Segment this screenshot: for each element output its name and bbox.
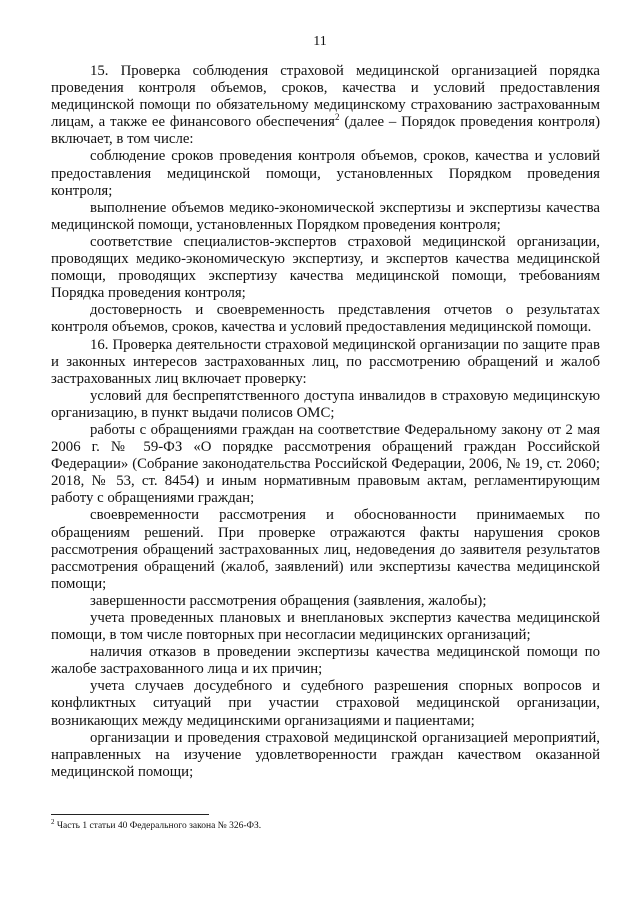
paragraph-15-text-continued: (далее – Порядок проведения контроля) включает, в том числе:	[51, 114, 600, 148]
paragraph-15-text: 15. Проверка соблюдения страховой медицинской организацией порядка проведения контроля объемов, сроков, качества и условий предоставления медицинской помощи по обязательному медицинскому страхованию застрахованным лицам, а также ее финансового обеспечения	[51, 63, 600, 131]
document-body	[51, 63, 600, 781]
paragraph-item: учета проведенных плановых и внеплановых экспертиз качества медицинской помощи, в том числе повторных при несогласии медицинских организаций;	[51, 610, 600, 644]
footnote-reference: 2	[335, 112, 340, 123]
page-number: 11	[313, 34, 327, 49]
paragraph-16: 16. Проверка деятельности страховой медицинской организации по защите прав и законных интересов застрахованных лиц, по рассмотрению обращений и жалоб застрахованных лиц включает проверку:	[51, 336, 600, 387]
paragraph-item: соблюдение сроков проведения контроля объемов, сроков, качества и условий предоставления медицинской помощи, установленных Порядком проведения контроля;	[51, 148, 600, 199]
paragraph-item: соответствие специалистов-экспертов страховой медицинской организации, проводящих медико-экономическую экспертизу, и экспертов качества медицинской помощи, проводящих экспертизу качества медицинской помощи, требованиям Порядка проведения контроля;	[51, 233, 600, 302]
footnote-text: Часть 1 статьи 40 Федерального закона № 326-ФЗ.	[54, 821, 262, 831]
paragraph-item: условий для беспрепятственного доступа инвалидов в страховую медицинскую организацию, в пункт выдачи полисов ОМС;	[51, 387, 600, 421]
paragraph-item: организации и проведения страховой медицинской организацией мероприятий, направленных на изучение удовлетворенности граждан качеством оказанной медицинской помощи;	[51, 729, 600, 780]
paragraph-15	[51, 63, 600, 148]
paragraph-item: достоверность и своевременность представления отчетов о результатах контроля объемов, сроков, качества и условий предоставления медицинской помощи.	[51, 302, 600, 336]
paragraph-item: наличия отказов в проведении экспертизы качества медицинской помощи по жалобе застрахованного лица и их причин;	[51, 644, 600, 678]
paragraph-item: работы с обращениями граждан на соответствие Федеральному закону от 2 мая 2006 г. № 59-ФЗ «О порядке рассмотрения обращений граждан Российской Федерации» (Собрание законодательства Российской Федерации, 2006, № 19, ст. 2060; 2018, № 53, ст. 8454) и иным нормативным правовым актам, регламентирующим работу с обращениями граждан;	[51, 421, 600, 507]
paragraph-item: выполнение объемов медико-экономической экспертизы и экспертизы качества медицинской помощи, установленных Порядком проведения контроля;	[51, 199, 600, 233]
footnote	[51, 817, 600, 832]
paragraph-item: завершенности рассмотрения обращения (заявления, жалобы);	[90, 592, 487, 609]
footnote-mark: 2	[51, 817, 55, 826]
paragraph-item: своевременности рассмотрения и обоснованности принимаемых по обращениям решений. При проверке отражаются факты нарушения сроков рассмотрения обращений застрахованных лиц, недоведения до заявителя результатов рассмотрения обращений (жалоб, заявлений) или экспертизы качества медицинской помощи;	[51, 507, 600, 592]
paragraph-item: учета случаев досудебного и судебного разрешения спорных вопросов и конфликтных ситуаций при участии страховой медицинской организации, возникающих между медицинскими организациями и пациентами;	[51, 678, 600, 729]
footnote-divider	[51, 814, 209, 815]
